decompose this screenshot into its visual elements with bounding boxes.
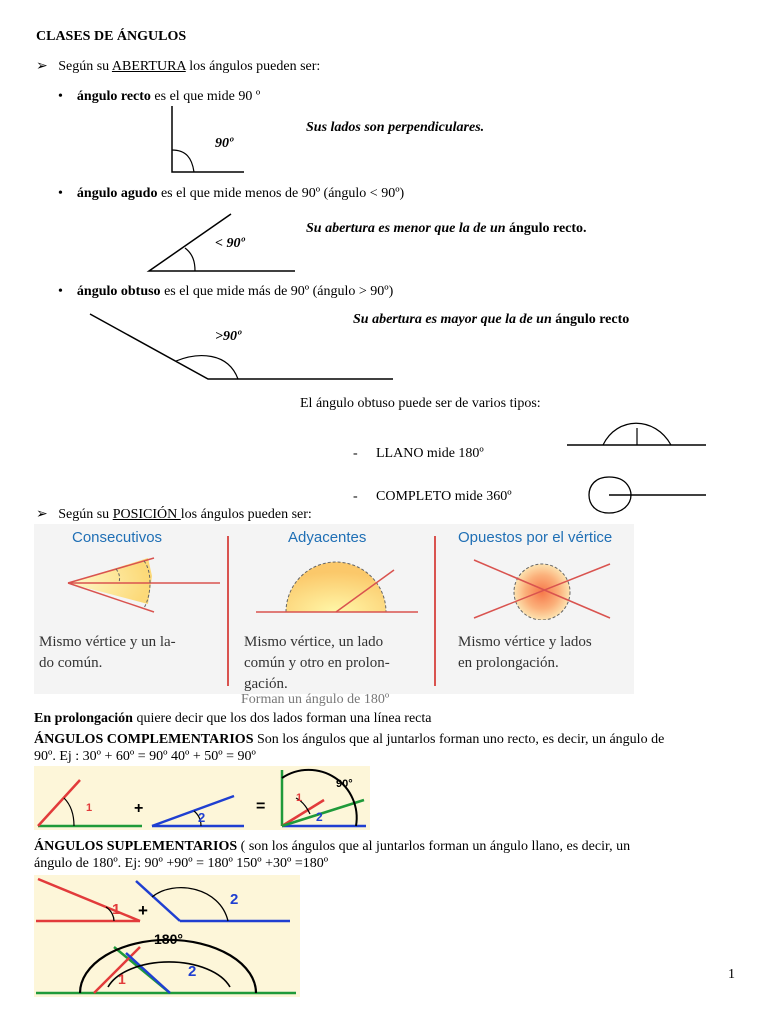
abertura-post: los ángulos pueden ser:	[185, 59, 321, 74]
suplementarios-heading: ÁNGULOS SUPLEMENTARIOS	[34, 839, 238, 854]
abertura-pre: Según su	[58, 59, 112, 74]
agudo-desc: es el que mide menos de 90º (ángulo < 90º)	[157, 186, 405, 201]
panel-title-opuestos: Opuestos por el vértice	[458, 529, 613, 546]
bullet-icon: •	[58, 186, 63, 201]
adjacent-angles-figure	[252, 556, 422, 620]
panel-desc-opuestos-1: Mismo vértice y lados	[458, 634, 592, 650]
prolongacion-bold: En prolongación	[34, 711, 133, 726]
llano-text: LLANO mide 180º	[376, 446, 484, 461]
complementarios-heading: ÁNGULOS COMPLEMENTARIOS	[34, 732, 254, 747]
panel-title-consecutivos: Consecutivos	[72, 529, 163, 546]
panel-desc-consecutivos-1: Mismo vértice y un la-	[39, 634, 176, 650]
arrow-bullet-icon: ➢	[36, 59, 48, 74]
comp-combined-label-1: 1	[296, 792, 303, 804]
prolongacion-rest: quiere decir que los dos lados forman una línea recta	[132, 711, 432, 726]
llano-dash: -	[353, 446, 358, 461]
recto-desc: es el que mide 90 º	[150, 89, 261, 104]
suplementarios-line1	[34, 839, 630, 855]
page-number: 1	[728, 967, 735, 982]
item-obtuso	[58, 284, 393, 300]
supplementary-figure	[34, 875, 300, 997]
comp-label-2: 2	[198, 810, 206, 825]
item-recto	[58, 89, 260, 105]
supp-label-2: 2	[230, 891, 239, 908]
right-angle-figure	[168, 104, 248, 176]
obtuso-desc: es el que mide más de 90º (ángulo > 90º)	[160, 284, 394, 299]
prolongacion-text	[34, 711, 432, 727]
position-panels	[34, 524, 634, 694]
obtuso-label: >90º	[215, 329, 242, 344]
panel-desc-consecutivos-2: do común.	[39, 655, 103, 671]
panel-desc-adyacentes-1: Mismo vértice, un lado	[244, 634, 384, 650]
supp-combined-degrees: 180°	[154, 931, 183, 947]
bullet-icon: •	[58, 89, 63, 104]
supp-combined-label-2: 2	[188, 963, 197, 980]
complementarios-line1-text: Son los ángulos que al juntarlos forman uno recto, es decir, un ángulo de	[253, 732, 665, 747]
vertical-angles-figure	[472, 556, 612, 620]
recto-term: ángulo recto	[76, 89, 151, 104]
bullet-icon: •	[58, 284, 63, 299]
obtuso-tipos: El ángulo obtuso puede ser de varios tipos:	[300, 396, 541, 411]
agudo-note-pre: Su abertura es menor que la de un	[306, 221, 510, 236]
agudo-label: < 90º	[215, 236, 245, 251]
complementarios-line2: 90º. Ej : 30º + 60º = 90º 40º + 50º = 90º	[34, 749, 256, 764]
obtuso-note-bold: ángulo recto	[555, 312, 630, 327]
recto-note: Sus lados son perpendiculares.	[306, 120, 485, 135]
panel-desc-opuestos-2: en prolongación.	[458, 655, 559, 671]
comp-label-1: 1	[86, 802, 93, 814]
panel-divider	[227, 536, 229, 686]
arrow-bullet-icon: ➢	[36, 507, 48, 522]
obtuso-note	[353, 312, 629, 328]
comp-equals: =	[256, 798, 266, 815]
agudo-note	[306, 221, 587, 237]
panel-title-adyacentes: Adyacentes	[288, 529, 367, 546]
posicion-post: los ángulos pueden ser:	[180, 507, 312, 522]
suplementarios-line2: ángulo de 180º. Ej: 90º +90º = 180º 150º +30º =180º	[34, 856, 329, 871]
comp-combined-label-2: 2	[316, 810, 323, 824]
page-title: CLASES DE ÁNGULOS	[36, 29, 187, 44]
straight-angle-figure	[565, 418, 710, 450]
recto-label: 90º	[215, 136, 234, 151]
panel-desc-adyacentes-3: gación.	[244, 676, 288, 692]
supp-label-1: 1	[112, 901, 121, 918]
supp-plus: +	[138, 901, 148, 920]
suplementarios-line1-text: ( son los ángulos que al juntarlos forman un ángulo llano, es decir, un	[237, 839, 631, 854]
item-agudo	[58, 186, 404, 202]
agudo-note-bold: ángulo recto.	[509, 221, 587, 236]
abertura-keyword: ABERTURA	[111, 59, 186, 74]
posicion-pre: Según su	[58, 507, 113, 522]
agudo-term: ángulo agudo	[76, 186, 158, 201]
obtuso-note-pre: Su abertura es mayor que la de un	[353, 312, 556, 327]
comp-plus: +	[134, 800, 144, 817]
comp-combined-degrees: 90°	[336, 778, 353, 790]
panel-divider	[434, 536, 436, 686]
posicion-keyword: POSICIÓN	[112, 507, 181, 522]
section-abertura	[36, 59, 320, 75]
consecutive-angles-figure	[64, 556, 224, 636]
complementarios-line1	[34, 732, 664, 748]
caption-180: Forman un ángulo de 180º	[241, 692, 390, 707]
obtuse-angle-figure	[88, 310, 398, 384]
full-angle-figure	[587, 474, 709, 516]
completo-text: COMPLETO mide 360º	[376, 489, 512, 504]
obtuso-term: ángulo obtuso	[76, 284, 161, 299]
completo-dash: -	[353, 489, 358, 504]
complementary-figure	[34, 766, 370, 830]
section-posicion	[36, 507, 312, 523]
supp-combined-label-1: 1	[118, 971, 126, 987]
panel-desc-adyacentes-2: común y otro en prolon-	[244, 655, 390, 671]
